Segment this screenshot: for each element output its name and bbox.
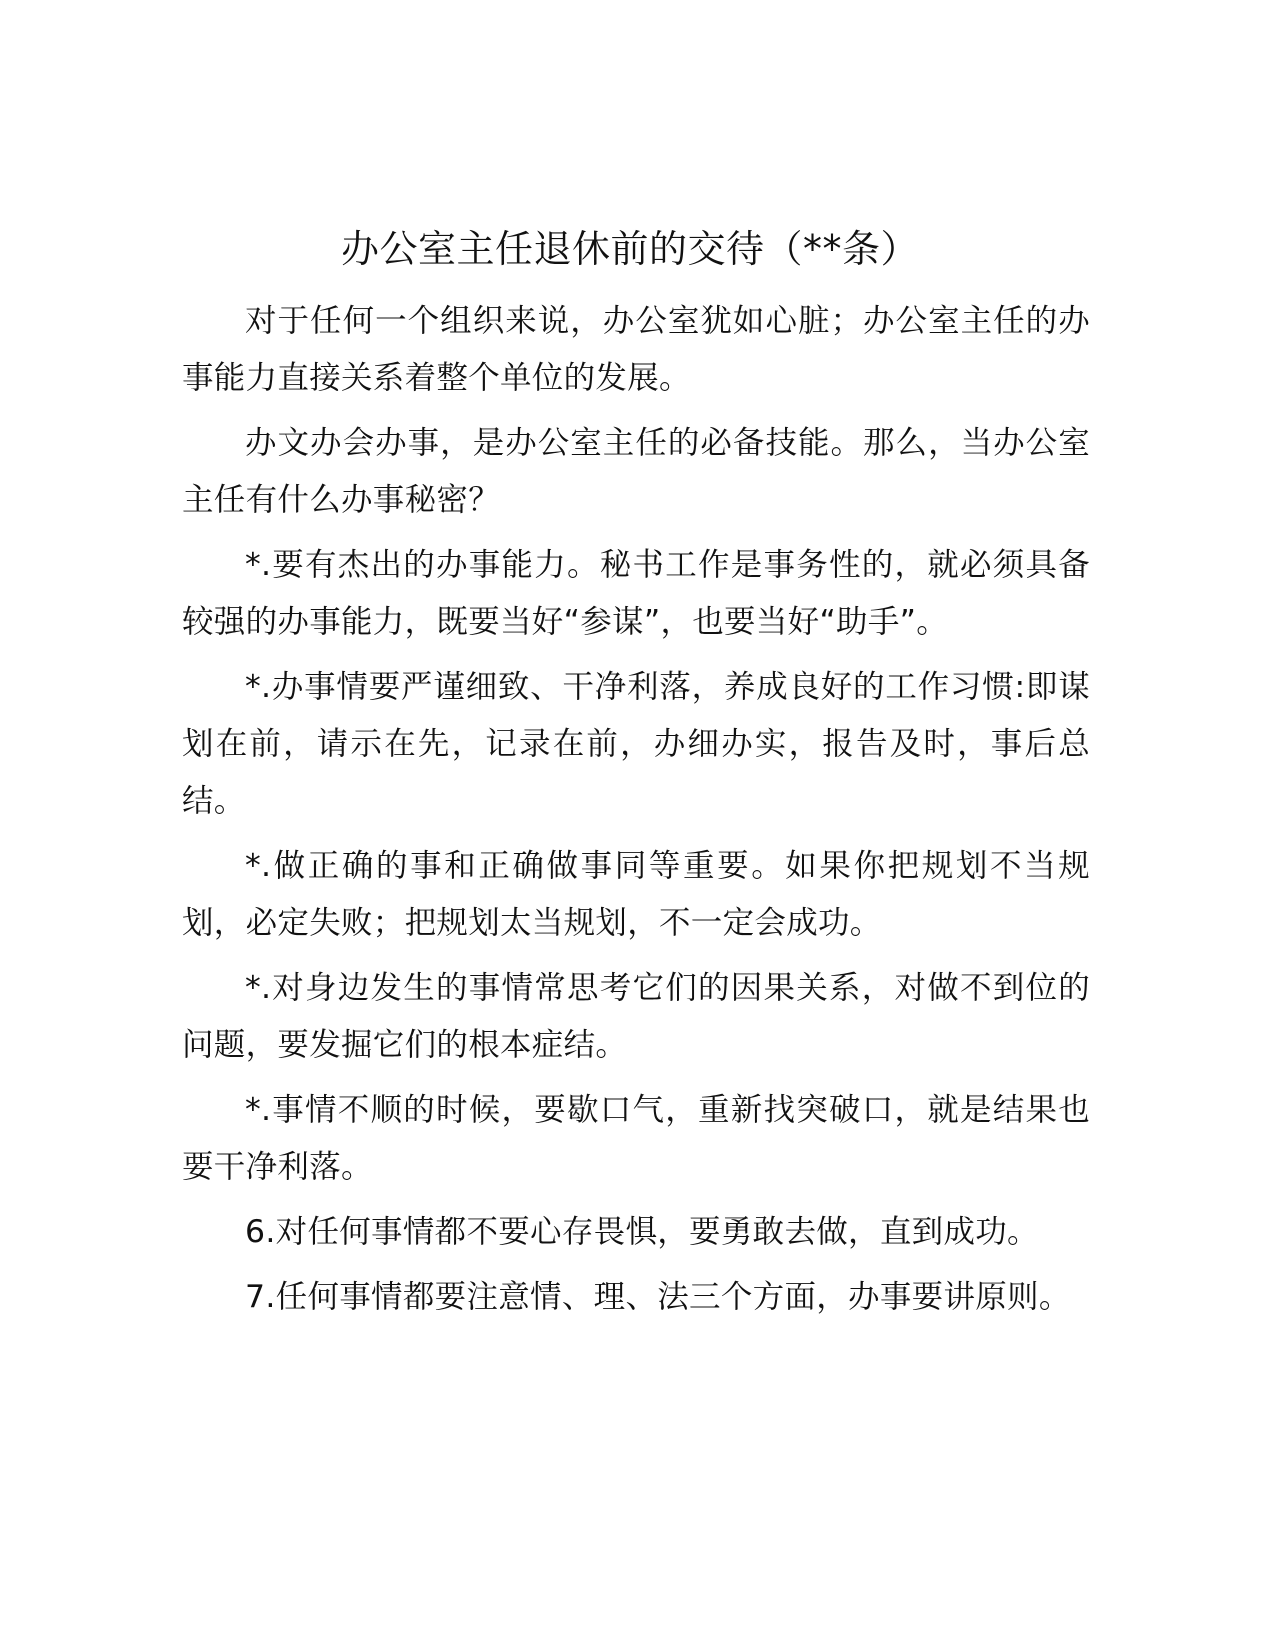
document-title: 办公室主任退休前的交待（**条） <box>340 227 919 271</box>
paragraph-intro: 对于任何一个组织来说，办公室犹如心脏；办公室主任的办事能力直接关系着整个单位的发展。 <box>182 303 1090 396</box>
paragraph-item: *.做正确的事和正确做事同等重要。如果你把规划不当规划，必定失败；把规划太当规划，不一定会成功。 <box>182 848 1090 941</box>
paragraph-question: 办文办会办事，是办公室主任的必备技能。那么，当办公室主任有什么办事秘密？ <box>182 425 1090 518</box>
paragraph-item: *.对身边发生的事情常思考它们的因果关系，对做不到位的问题，要发掘它们的根本症结。 <box>182 970 1090 1063</box>
paragraph-item: *.事情不顺的时候，要歇口气，重新找突破口，就是结果也要干净利落。 <box>182 1092 1090 1185</box>
paragraph-item: 6.对任何事情都不要心存畏惧，要勇敢去做，直到成功。 <box>245 1214 1039 1250</box>
paragraph-item: *.要有杰出的办事能力。秘书工作是事务性的，就必须具备较强的办事能力，既要当好“参谋”，也要当好“助手”。 <box>182 547 1090 640</box>
paragraph-item: *.办事情要严谨细致、干净利落，养成良好的工作习惯:即谋划在前，请示在先，记录在前，办细办实，报告及时，事后总结。 <box>182 669 1090 819</box>
document-body <box>182 293 1090 1334</box>
paragraph-item: 7.任何事情都要注意情、理、法三个方面，办事要讲原则。 <box>245 1279 1071 1315</box>
